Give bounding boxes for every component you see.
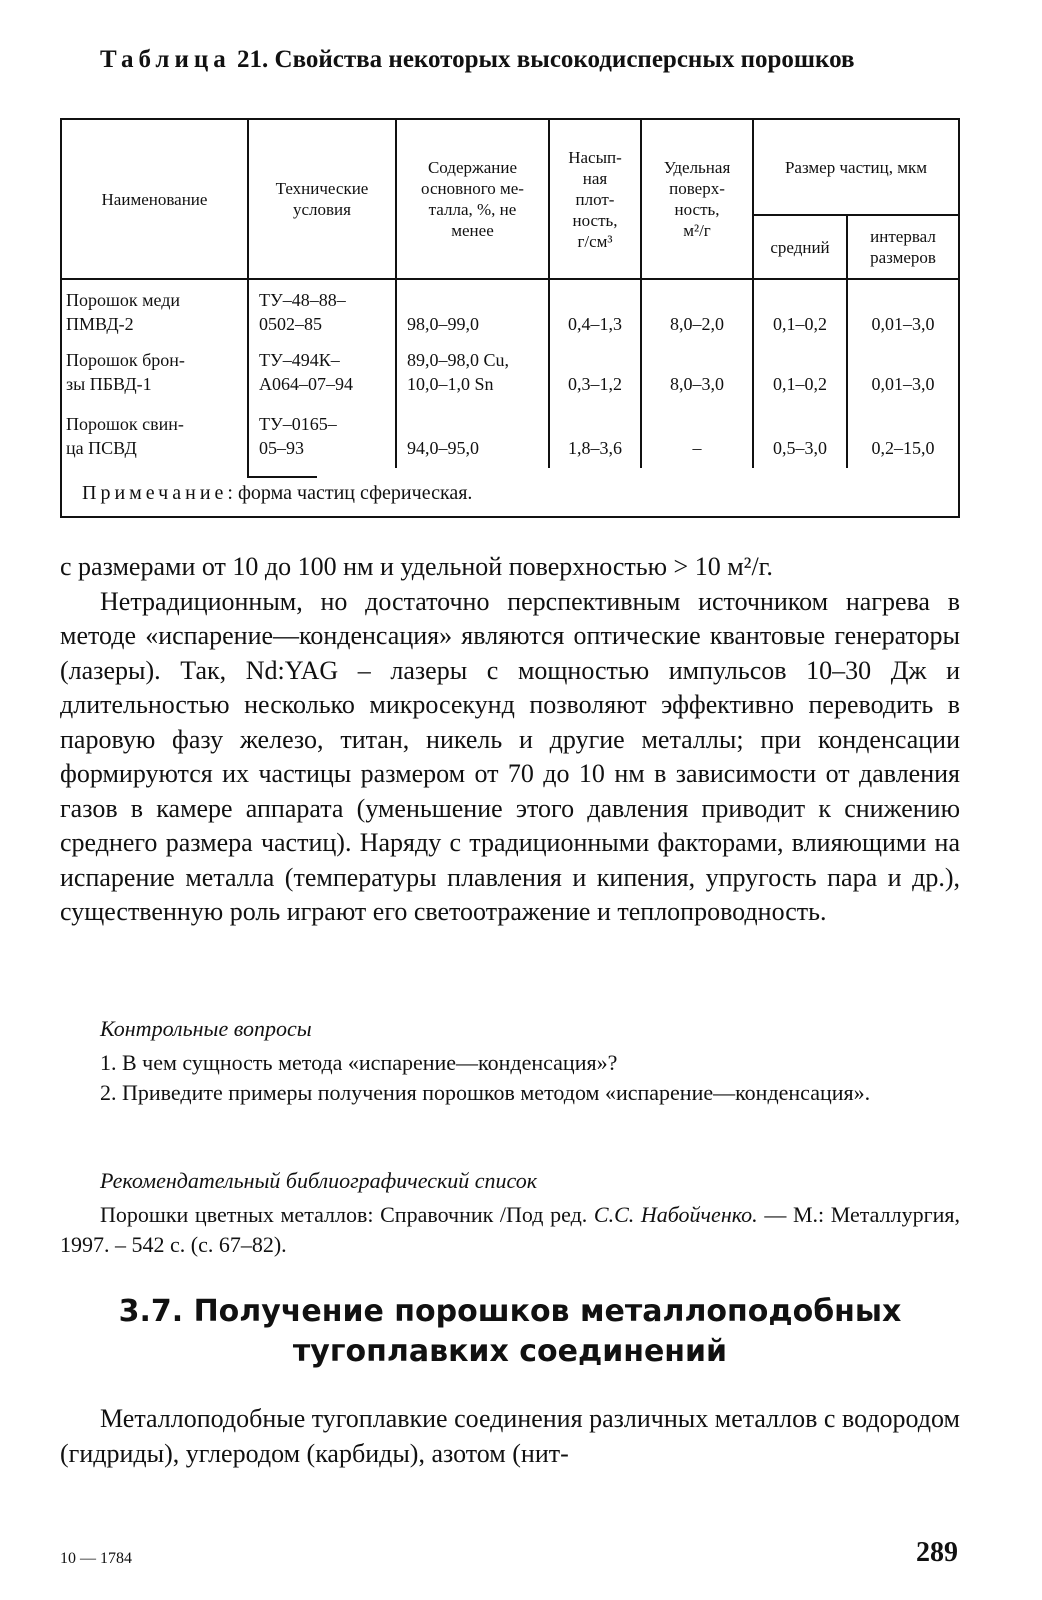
row-2-density: 0,3–1,2 <box>568 374 622 394</box>
row-3-surface: – <box>692 438 702 458</box>
header-size-interval: интервал размеров <box>870 227 936 267</box>
bibliography-heading: Рекомендательный библиографический список <box>100 1168 538 1193</box>
header-avg-size: средний <box>770 237 830 257</box>
row-2-surface: 8,0–3,0 <box>670 374 724 394</box>
header-specific-surface: Удельная поверх- ность, м²/г <box>663 158 731 240</box>
bibliography-title: Порошки цветных металлов: Справочник /Под ред. <box>100 1202 594 1227</box>
bibliography-editor: С.С. Набойченко. <box>593 1202 758 1227</box>
question-2: 2. Приведите примеры получения порошков методом «испарение—конденсация». <box>100 1080 871 1105</box>
row-3-interval: 0,2–15,0 <box>871 438 935 458</box>
header-metal-content: Содержание основного ме- талла, %, не менее <box>421 158 524 240</box>
section-heading-line-1: 3.7. Получение порошков металлоподобных <box>118 1294 902 1329</box>
table-note <box>82 482 472 505</box>
row-3-avg: 0,5–3,0 <box>773 438 827 458</box>
powder-properties-table <box>60 118 960 518</box>
paragraph-continuation: с размерами от 10 до 100 нм и удельной поверхностью > 10 м²/г. <box>60 552 773 581</box>
questions-heading: Контрольные вопросы <box>100 1016 312 1041</box>
row-1-content: 98,0–99,0 <box>407 314 479 334</box>
bibliography-publisher: — М.: Металлургия, 1997. – 542 с. (с. 67–82). <box>60 1202 960 1257</box>
table-caption-title: 21. Свойства некоторых высокодисперсных порошков <box>237 46 855 73</box>
row-3-density: 1,8–3,6 <box>568 438 622 458</box>
row-1-tech: ТУ–48–88– 0502–85 <box>259 290 346 334</box>
page-number: 289 <box>916 1537 958 1568</box>
row-2-content: 89,0–98,0 Cu, 10,0–1,0 Sn <box>407 350 510 394</box>
paragraph-lasers: Нетрадиционным, но достаточно перспективным источником нагрева в методе «испарение—конденсация» являются оптические квантовые генераторы (лазеры). Так, Nd:YAG – лазеры с мощностью импульсов 10–30 Дж и длительностью несколько микросекунд позволяют эффективно переводить в паровую фазу железо, титан, никель и другие металлы; при конденсации формируются их частицы размером от 70 до 10 нм в зависимости от давления газов в камере аппарата (уменьшение этого давления приводит к снижению среднего размера частиц). Наряду с традиционными факторами, влияющими на испарение металла (температуры плавления и кипения, упругость пара и др.), существенную роль играют его светоотражение и теплопроводность. <box>60 586 960 926</box>
header-tech-conditions: Технические условия <box>275 179 369 219</box>
table-note-text: : форма частиц сферическая. <box>227 482 473 504</box>
question-1: 1. В чем сущность метода «испарение—конденсация»? <box>100 1050 618 1075</box>
table-caption-label: Таблица <box>100 46 231 73</box>
row-3-content: 94,0–95,0 <box>407 438 479 458</box>
row-2-interval: 0,01–3,0 <box>871 374 935 394</box>
row-2-avg: 0,1–0,2 <box>773 374 827 394</box>
header-name: Наименование <box>101 189 208 209</box>
main-text <box>60 550 960 930</box>
row-3-tech: ТУ–0165– 05–93 <box>259 414 337 458</box>
row-1-name: Порошок меди ПМВД-2 <box>66 290 181 334</box>
table-note-label: Примечание <box>82 482 228 504</box>
printer-signature: 10 — 1784 <box>60 1550 132 1567</box>
header-particle-size: Размер частиц, мкм <box>784 157 928 177</box>
row-1-density: 0,4–1,3 <box>568 314 622 334</box>
section-heading <box>60 1292 960 1372</box>
row-1-avg: 0,1–0,2 <box>773 314 827 334</box>
row-3-name: Порошок свин- ца ПСВД <box>66 414 184 458</box>
bibliography-entry <box>60 1200 960 1260</box>
section-paragraph-1: Металлоподобные тугоплавкие соединения различных металлов с водородом (гидриды), углеродом (карбиды), азотом (нит- <box>60 1404 960 1468</box>
row-1-interval: 0,01–3,0 <box>871 314 935 334</box>
questions-list <box>60 1048 960 1108</box>
row-2-tech: ТУ–494К– А064–07–94 <box>259 350 353 394</box>
section-heading-line-2: тугоплавких соединений <box>292 1334 728 1369</box>
section-text <box>60 1402 960 1471</box>
table-caption <box>100 46 960 74</box>
header-bulk-density: Насып- ная плот- ность, г/см³ <box>568 147 622 251</box>
row-1-surface: 8,0–2,0 <box>670 314 724 334</box>
row-2-name: Порошок брон- зы ПБВД-1 <box>66 350 185 394</box>
